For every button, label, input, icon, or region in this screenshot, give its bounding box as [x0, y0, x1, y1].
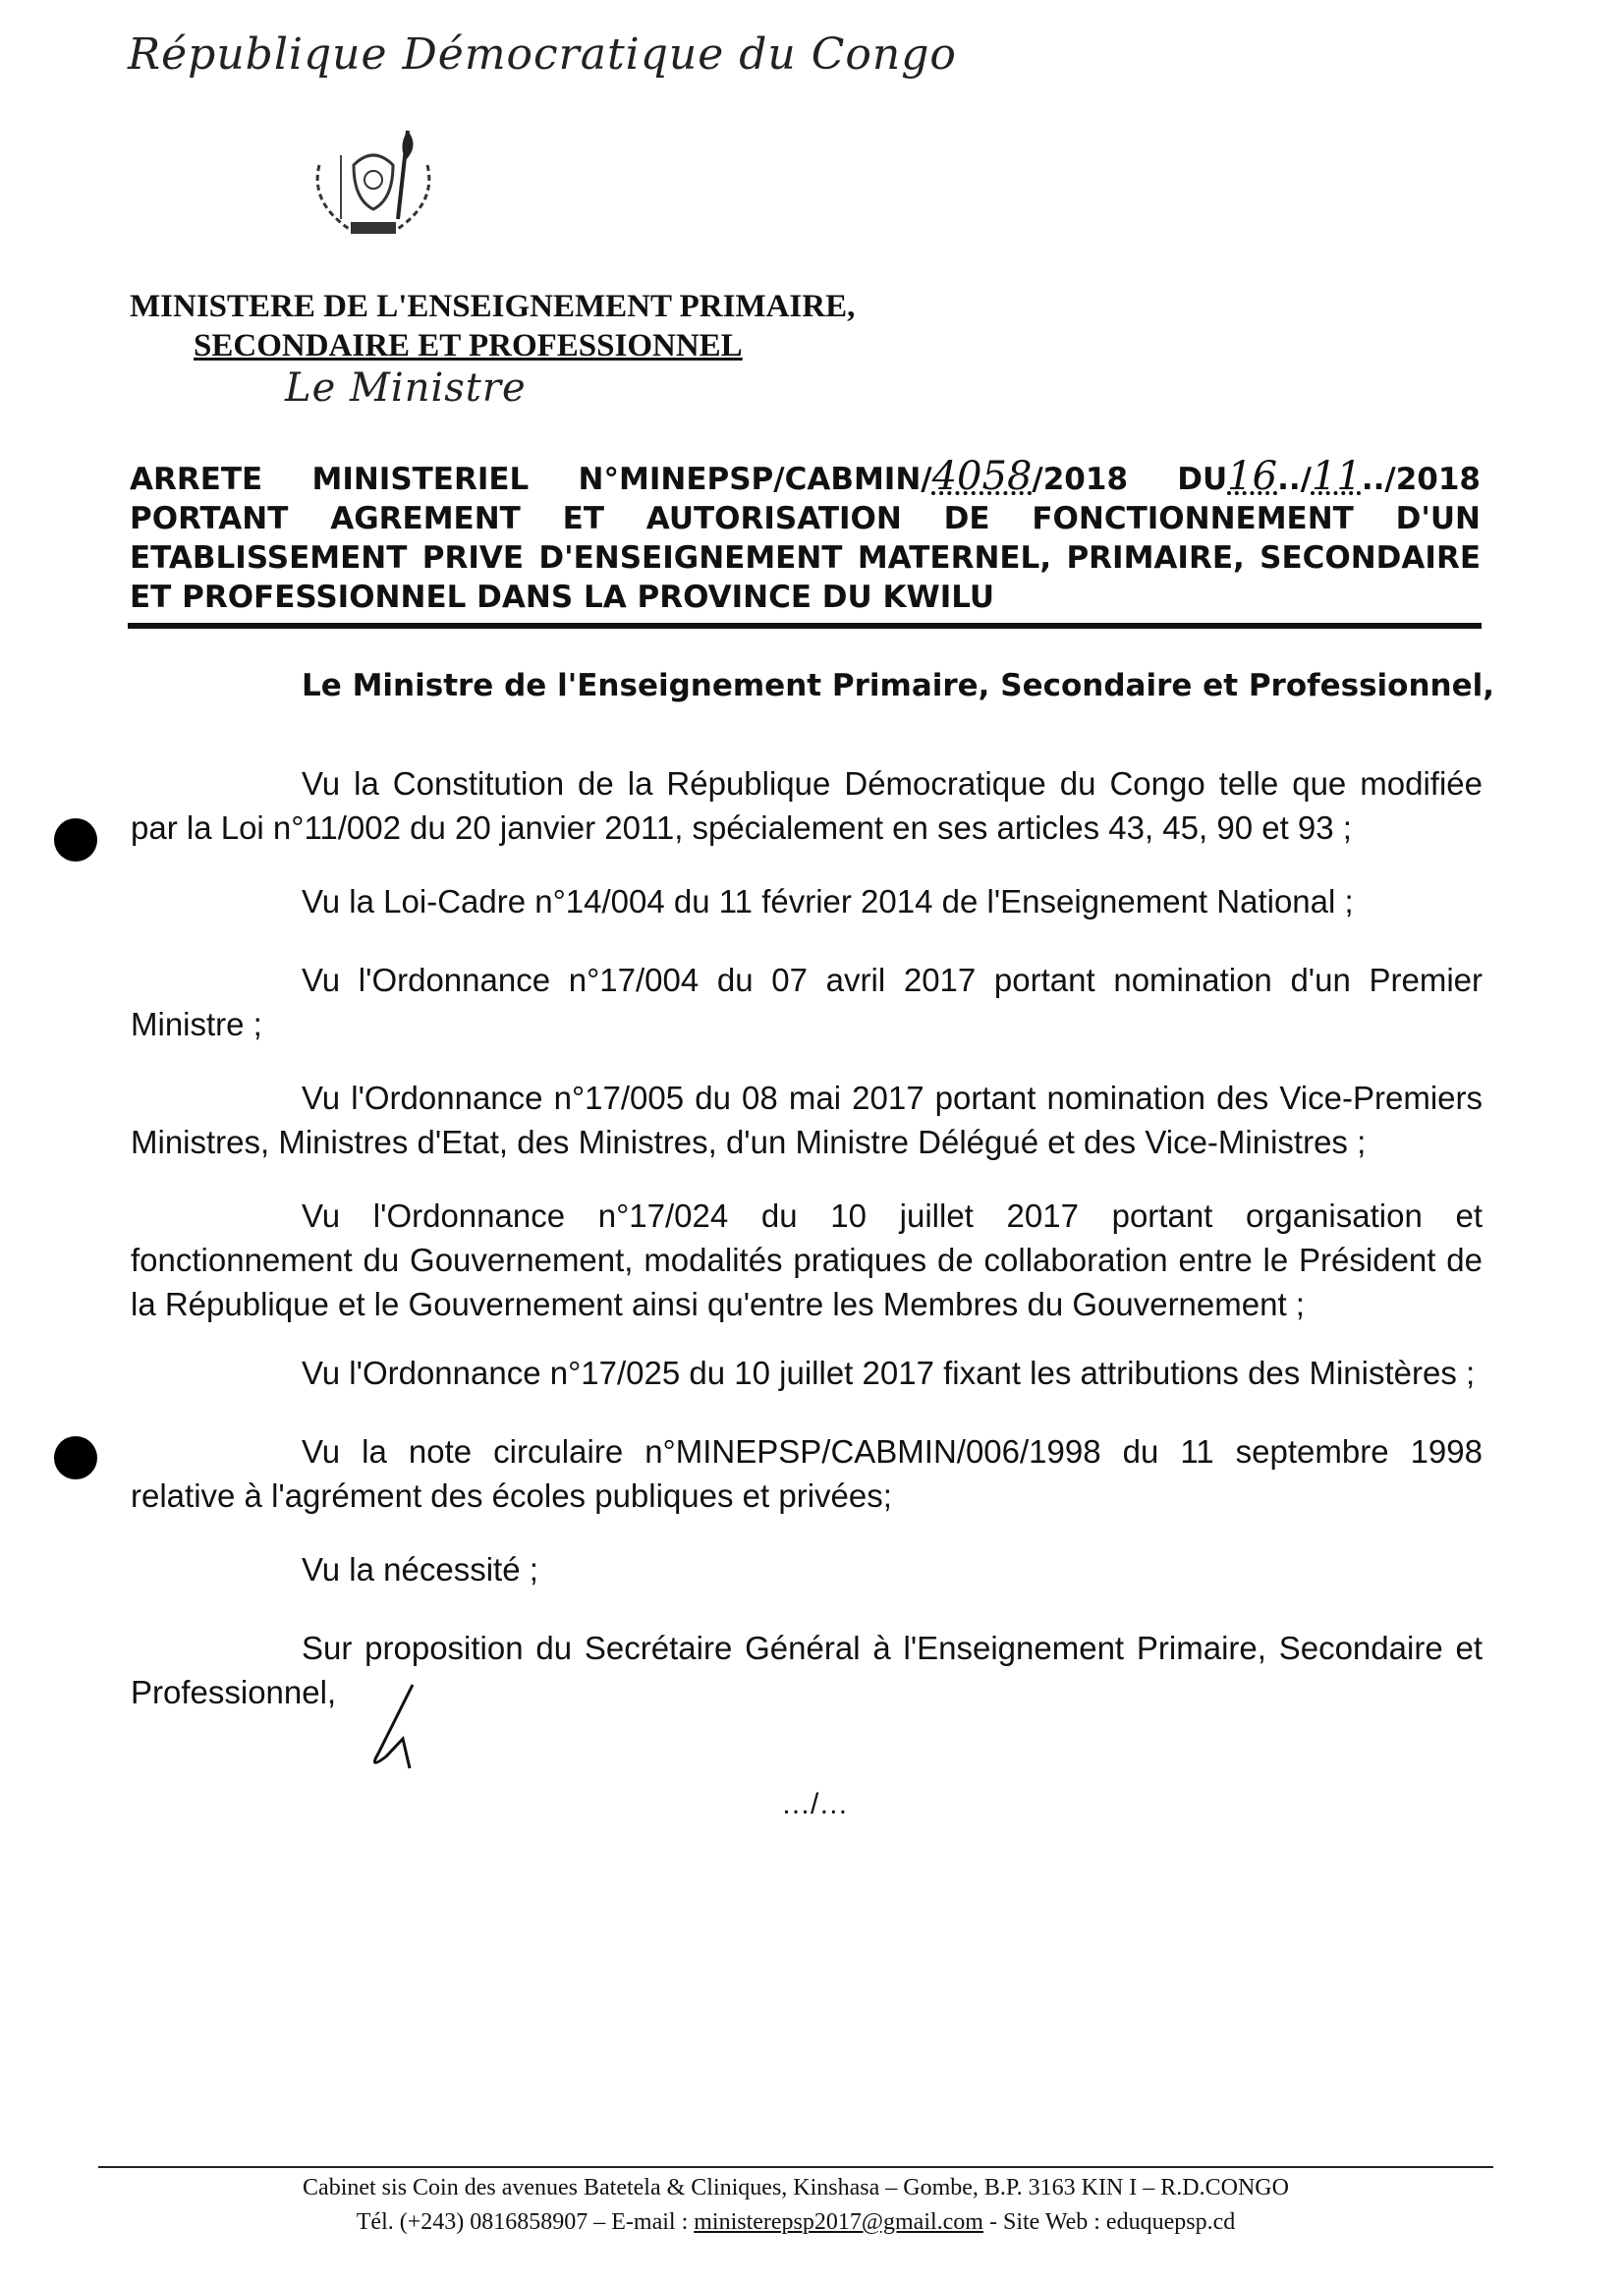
decree-title-line-2: PORTANT AGREMENT ET AUTORISATION DE FONCTIONNEMENT D'UN	[130, 501, 1481, 536]
decree-ref-year: /2018 DU	[1032, 462, 1228, 497]
ministry-line-1: MINISTERE DE L'ENSEIGNEMENT PRIMAIRE,	[130, 289, 856, 324]
recital-3: Vu l'Ordonnance n°17/004 du 07 avril 2017 portant nomination d'un Premier Ministre ;	[131, 962, 1483, 1042]
coat-of-arms-emblem	[300, 126, 447, 244]
footer-address: Cabinet sis Coin des avenues Batetela & Cliniques, Kinshasa – Gombe, B.P. 3163 KIN I – R.D.CONGO	[303, 2175, 1289, 2200]
punch-hole-mark-bottom	[54, 1436, 97, 1479]
recital-1: Vu la Constitution de la République Démocratique du Congo telle que modifiée par la Loi n°11/002 du 20 janvier 2011, spécialement en ses articles 43, 45, 90 et 93 ;	[131, 765, 1483, 846]
decree-month-handwritten: 11	[1311, 454, 1362, 499]
recital-9: Sur proposition du Secrétaire Général à l'Enseignement Primaire, Secondaire et Professionnel,	[131, 1630, 1483, 1710]
decree-number-handwritten: 4058	[931, 454, 1033, 499]
decree-title-block	[130, 454, 1481, 617]
decree-title-line-4: ET PROFESSIONNEL DANS LA PROVINCE DU KWILU	[130, 580, 995, 615]
decree-date-sep: ../	[1277, 462, 1312, 497]
recital-7: Vu la note circulaire n°MINEPSP/CABMIN/006/1998 du 11 septembre 1998 relative à l'agrément des écoles publiques et privées;	[131, 1433, 1483, 1514]
decree-ref-prefix: ARRETE MINISTERIEL N°MINEPSP/CABMIN/	[130, 462, 932, 497]
title-divider	[128, 623, 1482, 629]
ministry-line-2: SECONDAIRE ET PROFESSIONNEL	[194, 328, 743, 363]
footer-telephone: Tél. (+243) 0816858907 – E-mail :	[356, 2209, 695, 2235]
intro-line: Le Ministre de l'Enseignement Primaire, Secondaire et Professionnel,	[302, 668, 1495, 703]
recital-2: Vu la Loi-Cadre n°14/004 du 11 février 2014 de l'Enseignement National ;	[302, 883, 1354, 919]
footer-contact	[98, 2205, 1493, 2239]
decree-reference-line	[130, 454, 1481, 499]
recital-4: Vu l'Ordonnance n°17/005 du 08 mai 2017 portant nomination des Vice-Premiers Ministres, Ministres d'Etat, des Ministres, d'un Ministre Délégué et des Vice-Ministres ;	[131, 1080, 1483, 1160]
footer-email-link[interactable]: ministerepsp2017@gmail.com	[694, 2209, 983, 2235]
country-header: République Démocratique du Congo	[128, 29, 957, 80]
footer-website: - Site Web : eduquepsp.cd	[982, 2209, 1236, 2235]
punch-hole-mark-top	[54, 818, 97, 862]
decree-day-handwritten: 16	[1227, 454, 1278, 499]
footer-divider	[98, 2166, 1493, 2168]
decree-title-line-3: ETABLISSEMENT PRIVE D'ENSEIGNEMENT MATERNEL, PRIMAIRE, SECONDAIRE	[130, 540, 1481, 576]
recital-6: Vu l'Ordonnance n°17/025 du 10 juillet 2017 fixant les attributions des Ministères ;	[302, 1355, 1476, 1391]
continuation-mark: …/…	[781, 1788, 849, 1820]
handwritten-initial	[359, 1680, 427, 1773]
recital-5: Vu l'Ordonnance n°17/024 du 10 juillet 2017 portant organisation et fonctionnement du Gouvernement, modalités pratiques de collaboration entre le Président de la République et le Gouvernement ainsi qu'entre les Membres du Gouvernement ;	[131, 1198, 1483, 1322]
office-title: Le Ministre	[285, 365, 527, 411]
decree-year: ../2018	[1361, 462, 1481, 497]
recital-8: Vu la nécessité ;	[302, 1551, 538, 1588]
